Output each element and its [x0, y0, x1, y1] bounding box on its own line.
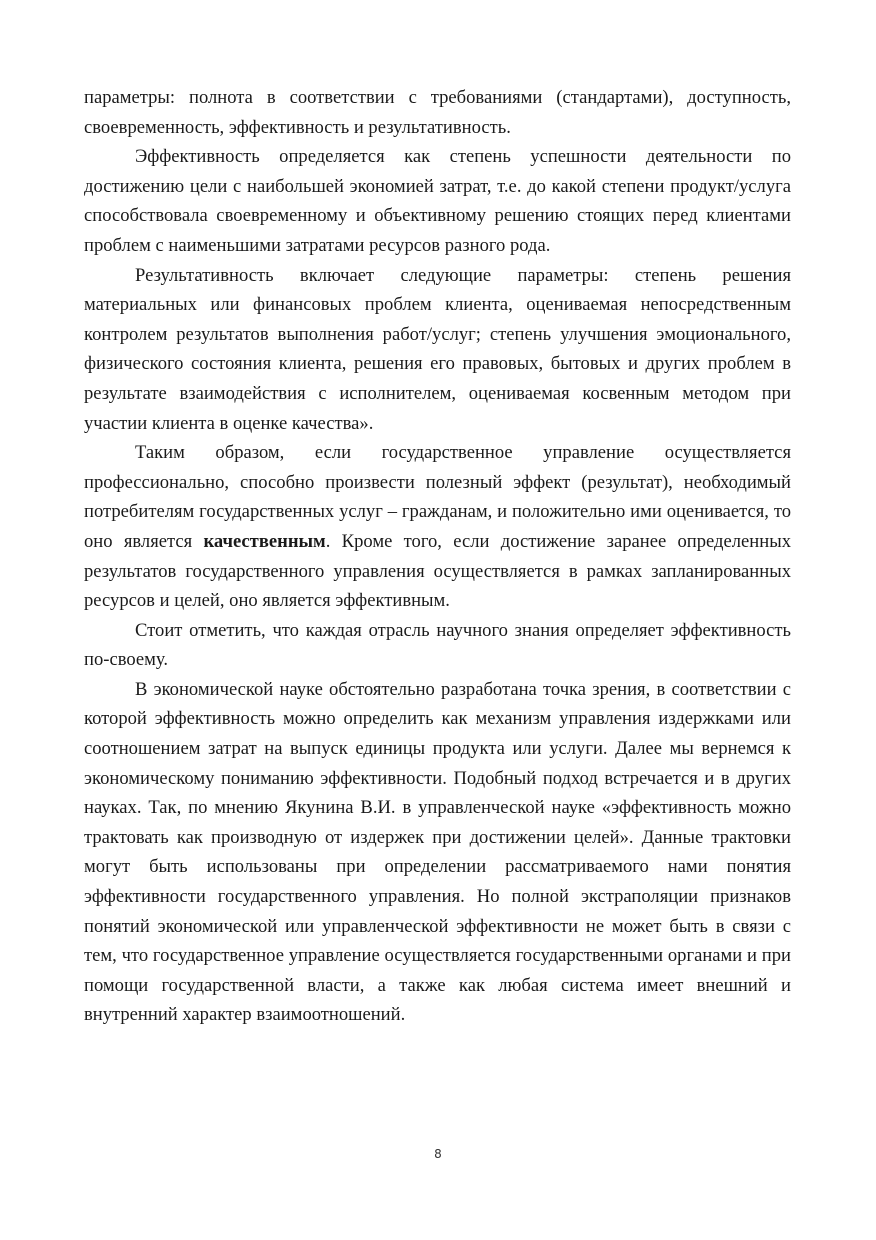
page-number: 8	[434, 1147, 442, 1161]
paragraph-efficiency-definition: Эффективность определяется как степень успешности деятельности по достижению цели с наибольшей экономией затрат, т.е. до какой степени продукт/услуга способствовала своевременному и объективному решению стоящих перед клиентами проблем с наименьшими затратами ресурсов разного рода.	[84, 146, 791, 256]
paragraph-science-note: Стоит отметить, что каждая отрасль научного знания определяет эффективность по-своему.	[84, 619, 791, 671]
paragraph-results-definition: Результативность включает следующие параметры: степень решения материальных или финансовых проблем клиента, оцениваемая непосредственным контролем результатов выполнения работ/услуг; степень улучшения эмоционального, физического состояния клиента, решения его правовых, бытовых и других проблем в результате взаимодействия с исполнителем, оцениваемая косвенным методом при участии клиента в оценке качества».	[84, 264, 791, 434]
paragraph-params: параметры: полнота в соответствии с требованиями (стандартами), доступность, своевременность, эффективность и результативность.	[84, 87, 791, 138]
paragraph-quality-text-after: . Кроме того, если достижение заранее определенных результатов государственного управления осуществляется в рамках запланированных ресурсов и целей, оно является эффективным.	[84, 530, 791, 612]
bold-term-quality: качественным	[203, 530, 326, 552]
paragraph-quality-text-before: Таким образом, если государственное управление осуществляется профессионально, способно произвести полезный эффект (результат), необходимый потребителям государственных услуг – гражданам, и положительно ими оценивается, то оно является	[84, 442, 791, 552]
document-body	[84, 83, 791, 1030]
paragraph-economic-view: В экономической науке обстоятельно разработана точка зрения, в соответствии с которой эффективность можно определить как механизм управления издержками или соотношением затрат на выпуск единицы продукта или услуги. Далее мы вернемся к экономическому пониманию эффективности. Подобный подход встречается и в других науках. Так, по мнению Якунина В.И. в управленческой науке «эффективность можно трактовать как производную от издержек при достижении целей». Данные трактовки могут быть использованы при определении рассматриваемого нами понятия эффективности государственного управления. Но полной экстраполяции признаков понятий экономической или управленческой эффективности не может быть в связи с тем, что государственное управление осуществляется государственными органами и при помощи государственной власти, а также как любая система имеет внешний и внутренний характер взаимоотношений.	[84, 678, 791, 1026]
paragraph-quality-conclusion	[84, 438, 791, 616]
